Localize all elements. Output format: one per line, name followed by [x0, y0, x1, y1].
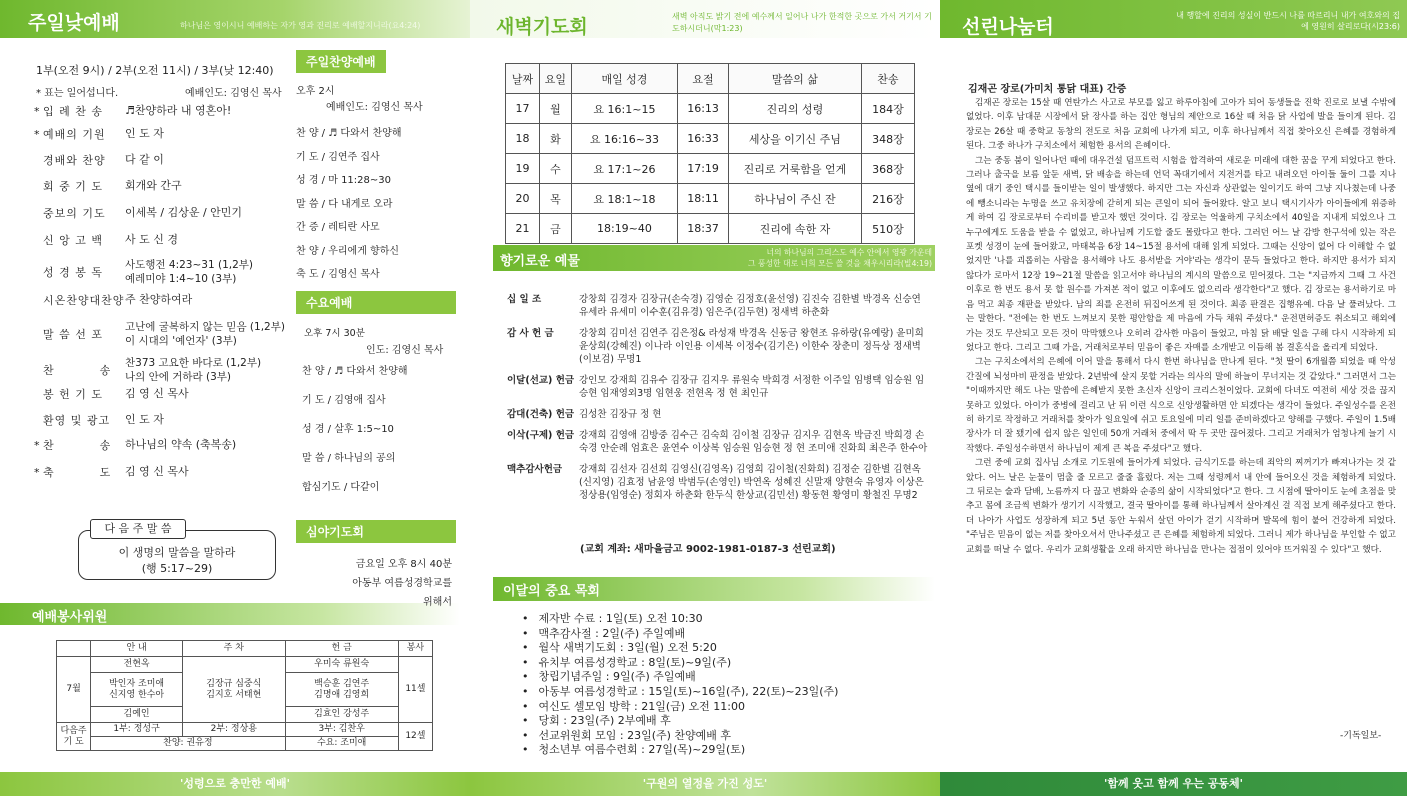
order-value: 찬373 고요한 바다로 (1,2부) 나의 안에 거하라 (3부)	[125, 357, 262, 383]
order-label: 경배와 찬양	[43, 154, 106, 167]
dawn-cell: 216장	[861, 184, 914, 214]
event-item: • 제자반 수료 : 1일(토) 오전 10:30	[522, 612, 838, 627]
dawn-cell: 18	[506, 124, 540, 154]
story-paragraph: 그런 중에 교회 집사님 소개로 기도원에 들어가게 되었다. 금식기도를 하는데 죄악의 찌꺼기가 빠져나가는 것 같았다. 어느 날은 눈물이 멈출 줄 모르고 줄줄 흘렀다. 저는 그때 성령께서 내 안에 들어오신 것을 체험하게 되었다. 그 뒤로는 술과 담배, 노름까지 다 끊고 변화와 순종의 삶이 시작되었다"고 한다. 그 시점에 딸아이도 눈에 초점을 맞추고 몸에 조금씩 변화가 생기기 시작했고, 결국 딸아이를 통해 하나님께서 살아계신 걸 직접 보게 해주셨다고 한다. 더 나아가 사업도 성장하게 되고 5년 동안 누워서 살던 아이가 걷기 시작하며 발목에 힘이 붙어 건강하게 되었다. "주님은 믿음이 없는 저를 찾아오셔서 만나주셨고 큰 은혜를 체험하게 되었다. 그러니 제가 하나님을 부인할 수 없고 교회를 떠날 수 없다. 우리가 교회생활을 오래 하지만 하나님을 만나는 접점이 있어야 뜨거워질 수 있다"고 했다.	[966, 458, 1396, 555]
committee-table	[56, 640, 433, 751]
offering-kind: 맥추감사헌금	[507, 464, 563, 475]
order-label: 말 씀 선 포	[43, 328, 103, 341]
dawn-cell: 21	[506, 214, 540, 244]
events-title: 이달의 중요 목회	[503, 584, 600, 599]
order-row	[34, 205, 242, 221]
sharing-verse: 내 행할에 진리의 성실이 반드시 나를 따르리니 내가 여호와의 집에 영원히 살리로다(시23:6)	[1176, 11, 1400, 31]
praise-order-item: 찬 양 / 우리에게 향하신	[296, 245, 400, 257]
order-value: ♬찬양하라 내 영혼아!	[125, 104, 232, 117]
order-value: 김 영 신 목사	[125, 465, 189, 478]
col-parking: 주 차	[183, 641, 286, 657]
night-line-3: 위해서	[423, 597, 452, 608]
left-footer: '성령으로 충만한 예배'	[0, 772, 470, 796]
wed-order-item: 합심기도 / 다같이	[302, 482, 380, 493]
praise-leader: 예배인도: 김영신 목사	[326, 102, 423, 113]
dawn-cell: 368장	[861, 154, 914, 184]
dawn-cell: 18:19~40	[571, 214, 677, 244]
praise-order-item: 말 씀 / 다 내게로 오라	[296, 198, 393, 210]
next-sermon-title: 이 생명의 말씀을 말하라	[118, 546, 236, 559]
dawn-cell: 요 18:1~18	[571, 184, 677, 214]
dawn-cell: 세상을 이기신 주님	[729, 124, 862, 154]
order-label: 성 경 봉 독	[43, 266, 103, 279]
offering-3: 김효인 강성주	[285, 707, 398, 723]
order-row	[34, 258, 253, 286]
standing-note: * 표는 일어섭니다.	[36, 88, 119, 99]
dawn-cell: 월	[539, 94, 571, 124]
order-label: 환영 및 광고	[43, 414, 111, 427]
dawn-cell: 수	[539, 154, 571, 184]
wed-time: 오후 7시 30분	[304, 328, 365, 339]
standing-mark: *	[34, 127, 40, 141]
order-label: 축 도	[43, 466, 112, 479]
dawn-cell: 18:11	[678, 184, 729, 214]
dawn-col-header: 매일 성경	[571, 64, 677, 94]
offering-names: 강인모 강재희 김유수 김장규 김지우 류원숙 박희경 서정한 이주일 임병택 임승원 임승현 임재영외3명 임현웅 전현옥 정 현 최인규	[579, 375, 925, 399]
next-prayer-3: 3부: 김찬우	[285, 723, 398, 737]
dawn-verse: 새벽 아직도 밝기 전에 예수께서 일어나 나가 한적한 곳으로 가서 거기서 기도하시더니(막1:23)	[672, 12, 932, 33]
order-value: 고난에 굴복하지 않는 믿음 (1,2부) 이 시대의 '예언자' (3부)	[125, 321, 285, 347]
offering-names: 강재희 김영애 김방중 김수근 김숙희 김이철 김장규 김지우 김현옥 박금진 박희경 손숙경 안순례 엄효은 윤연수 이상복 임승원 임승현 정 현 조미애 진화희 최은주 한수아	[579, 430, 928, 454]
offering-kind: 이달(선교) 헌금	[507, 375, 575, 386]
praise-order-item: 찬 양 / ♬ 다와서 찬양해	[296, 128, 402, 139]
story-body	[966, 96, 1396, 736]
standing-mark: *	[34, 104, 40, 118]
dawn-cell: 하나님이 주신 잔	[729, 184, 862, 214]
dawn-row	[506, 124, 915, 154]
event-item: • 당회 : 23일(주) 2부예배 후	[522, 714, 838, 729]
offering-title: 향기로운 예물	[500, 254, 580, 269]
dawn-row	[506, 184, 915, 214]
dawn-cell: 18:37	[678, 214, 729, 244]
guide-1: 전현옥	[91, 657, 183, 673]
next-sermon-label: 다 음 주 말 씀	[90, 519, 186, 539]
dawn-cell: 17	[506, 94, 540, 124]
offering-1: 우미숙 류원숙	[285, 657, 398, 673]
event-item: • 맥추감사절 : 2일(주) 주일예배	[522, 627, 838, 642]
dawn-cell: 금	[539, 214, 571, 244]
event-item: • 아동부 여름성경학교 : 15일(토)~16일(주), 22(토)~23일(주)	[522, 685, 838, 700]
order-row	[34, 103, 231, 119]
offering-kind: 십 일 조	[507, 294, 542, 305]
dawn-cell: 510장	[861, 214, 914, 244]
dawn-table	[505, 63, 915, 244]
standing-mark: *	[34, 465, 40, 479]
sunday-service-title: 주일낮예배	[28, 12, 120, 34]
next-sermon-ref: (행 5:17~29)	[141, 562, 213, 575]
story-paragraph: 김재곤 장로는 15살 때 연탄가스 사고로 부모를 잃고 하루아침에 고아가 되어 동생들을 진학 진로로 보낼 수밖에 없었다. 이후 남대문 시장에서 닭 장사를 하는 집안 형님의 제안으로 16살 때 처음 닭 사업에 발을 들이게 된다. 김 장로는 26살 때 중학교 동창의 전도로 처음 교회에 나가게 되고, 이후 하나님께서 직접 찾아오신 은혜를 경험하게 된다. 그중 하나가 구치소에서 체험한 용서의 은혜이다.	[966, 98, 1396, 152]
event-item: • 여신도 셀모임 방학 : 21일(금) 오전 11:00	[522, 700, 838, 715]
dawn-row	[506, 94, 915, 124]
dawn-cell: 16:13	[678, 94, 729, 124]
wed-order-item: 찬 양 / ♬ 다와서 찬양해	[302, 366, 408, 377]
dawn-cell: 17:19	[678, 154, 729, 184]
offering-kind: 이삭(구제) 헌금	[507, 430, 575, 441]
order-row	[34, 320, 285, 348]
order-value: 인 도 자	[125, 127, 164, 140]
order-row	[34, 178, 182, 194]
dawn-cell: 진리의 성령	[729, 94, 862, 124]
offering-row	[503, 373, 928, 401]
dawn-prayer-title: 새벽기도회	[496, 16, 588, 38]
praise-order-item: 기 도 / 김연주 집사	[296, 151, 380, 163]
order-value: 사 도 신 경	[125, 233, 178, 246]
order-row	[34, 386, 189, 402]
story-paragraph: 그는 구치소에서의 은혜에 이어 말을 통해서 다시 한번 하나님을 만나게 된다. "첫 딸이 6개월쯤 되었을 때 악성 간질에 뇌성마비 판정을 받았다. 2년밖에 살지 못할 거라는 의사의 말에 하늘이 무너지는 것 같았다." 그러면서 그는 "이때까지만 해도 나는 말씀에 은혜받지 못한 초신자 신앙이 크리스천이었다. 교회에 다녀도 여전히 세상 것을 끊지 못하고 있었다. 아이가 중병에 걸리고 난 뒤 이런 식으로 신앙생활하면 안 되겠다는 생각이 들었다. 주일성수를 온전히 하기로 작정하고 거래처를 찾아가 일요일에 쉬고 토요일에 미리 일를 준비하겠다고 양해를 구했다. 주일이 1.5배 장사가 더 잘 됐기에 쉽지 않은 일인데 50개 거래처 중에서 딱 두 곳만 끊어졌다. 그리고 거래처가 엄청나게 늘기 시작했다. 주일성수하면서 하나님이 제게 큰 복을 주셨다"고 했다.	[966, 357, 1396, 454]
order-label: 회 중 기 도	[43, 180, 103, 193]
guide-3: 김예인	[91, 707, 183, 723]
order-row	[34, 356, 261, 384]
event-item: • 월삭 새벽기도회 : 3일(월) 오전 5:20	[522, 641, 838, 656]
next-prayer-2: 2부: 정상용	[183, 723, 286, 737]
dawn-cell: 요 16:16~33	[571, 124, 677, 154]
sunday-verse: 하나님은 영이시니 예배하는 자가 영과 진리로 예배할지니라(요4:24)	[180, 21, 421, 30]
event-item: • 선교위원회 모임 : 23일(주) 찬양예배 후	[522, 729, 838, 744]
sharing-title: 선린나눔터	[962, 16, 1054, 38]
dawn-cell: 진리에 속한 자	[729, 214, 862, 244]
praise-time: 오후 2시	[296, 86, 335, 97]
offering-row	[503, 326, 928, 367]
dawn-row	[506, 214, 915, 244]
committee-title: 예배봉사위원	[32, 610, 108, 625]
dawn-cell: 19	[506, 154, 540, 184]
offering-names: 강창희 김경자 김장규(손숙경) 김영순 김정호(윤선영) 김진숙 김한별 박경옥 신승연 유세라 유세미 이수훈(김유경) 임은주(김두현) 정새벽 하춘화	[579, 294, 921, 318]
wed-order-item: 성 경 / 살후 1:5~10	[302, 424, 394, 435]
service-time: 1부(오전 9시) / 2부(오전 11시) / 3부(낮 12:40)	[36, 64, 274, 77]
col-guide: 안 내	[91, 641, 183, 657]
standing-mark: *	[34, 438, 40, 452]
mid-footer: '구원의 열정을 가진 성도'	[470, 772, 940, 796]
events-list	[522, 612, 838, 758]
event-item: • 청소년부 여름수련회 : 27일(목)~29일(토)	[522, 743, 838, 758]
dawn-cell: 요 16:1~15	[571, 94, 677, 124]
order-label: 시온찬양대찬양	[43, 294, 125, 307]
dawn-cell: 16:33	[678, 124, 729, 154]
dawn-row	[506, 154, 915, 184]
next-wed: 수요: 조미애	[285, 737, 398, 751]
story-source: -기독일보-	[1340, 731, 1382, 741]
offering-kind: 감 사 헌 금	[507, 328, 554, 339]
order-label: 입 례 찬 송	[43, 105, 103, 118]
next-prayer-label: 다음주 기 도	[57, 723, 91, 751]
order-label: 찬 송	[43, 439, 112, 452]
col-offering: 헌 금	[285, 641, 398, 657]
dawn-col-header: 요절	[678, 64, 729, 94]
right-footer: '함께 웃고 함께 우는 공동체'	[940, 772, 1407, 796]
story-paragraph: 그는 중동 붐이 일어나던 때에 대우건설 덤프트럭 시험을 합격하여 새로운 미래에 대한 꿈을 꾸게 되었다고 한다. 그러나 출국을 보름 앞둔 새벽, 닭 배송을 하는데 언덕 꼭대기에서 지전거를 타고 내려오던 아이들 둘이 그를 지나 옆에 대기 중인 택시를 들이받는 일이 발생했다. 하지만 그는 자신과 상관없는 일이기도 하여 그냥 지나쳤는데 나중에 뺑소니라는 누명을 쓰고 유치장에 갇히게 되는 큰일이 되어 들어왔다. 알고 보니 택시기사가 아이들에게 위증하게 하여 김 장로로부터 수리비를 받고자 했던 것이다. 김 장로는 억울하게 구치소에서 40일을 지내게 되었으나 그 누구에게도 도움을 받을 수 없었고, 하나님께 기도할 줄도 몰랐다고 한다. 그러던 어느 날 감방 한구석에 있는 작은 포켓 성경이 눈에 들어왔고, 마태복음 6장 14~15절 용서에 대해 읽게 되었다. 그때는 신앙이 없어 다 이해할 수 없었지만 '나를 괴롭히는 사람을 용서해야 나도 용서받을 거야'라는 생각이 문득 들었다고 한다. 하지만 용서가 되지 않다가 로마서 12장 19~21절 말씀을 읽고서야 하나님의 계시의 말씀으로 믿어졌다. 그는 "지금까지 그때 그 사건 이후로 한 번도 용서 못 할 원수를 가져본 적이 없고 이후에도 없으리라 생각한다"고 했다. 김 장로는 용서하기로 마음 먹고 최종 재판을 받았다. 남의 죄를 온전히 뒤집어쓰게 된 것이다. 최종 판결은 집행유예. 다음 날 풀려났다. 그는 말한다. "전에는 한 번도 느껴보지 못한 평안함을 제 마음에 가득 채워 주셨다." 운전면허증도 취소되고 해외에 가는 것도 무산되고 모든 것이 막막했으나 오히려 감사한 마음이 들었고, 마침 닭 배달 일을 구해 다시 시작하게 되었다고 한다. 그리고 그때 가을, 거래처로부터 믿음이 좋은 자매를 소개받고 이듬해 봄 결혼식을 올리게 되었다.	[966, 155, 1396, 353]
order-value: 이세복 / 김상운 / 안민기	[125, 206, 243, 219]
dawn-cell: 20	[506, 184, 540, 214]
offering-names: 강재희 김선자 김선희 김영신(김영옥) 김영희 김이철(진화희) 김정순 김한별 김현옥(신지영) 김효정 남윤영 박범두(손영인) 박연옥 성혜진 신말재 양현숙 유영자 이상은 정상용(임영순) 정회자 하춘화 한두식 한상교(김민선) 황동현 황영미 황철진 무명2	[579, 464, 924, 501]
dawn-cell: 348장	[861, 124, 914, 154]
wed-service-title: 수요예배	[296, 291, 456, 314]
next-prayer-1: 1부: 정성구	[91, 723, 183, 737]
event-item: • 창립기념주일 : 9일(주) 주일예배	[522, 670, 838, 685]
offering-names: 김성찬 김장규 정 현	[579, 409, 662, 420]
praise-order-item: 축 도 / 김영신 목사	[296, 269, 380, 280]
guide-2: 박인자 조미애 신지영 한수아	[91, 673, 183, 707]
praise-order-item: 간 증 / 레티란 사모	[296, 222, 380, 233]
dawn-col-header: 찬송	[861, 64, 914, 94]
next-service-cell: 12셀	[398, 723, 432, 751]
order-label: 예배의 기원	[43, 128, 106, 141]
night-line-2: 아동부 여름성경학교를	[352, 578, 452, 589]
offering-row	[503, 292, 928, 320]
dawn-cell: 진리로 거룩함을 얻게	[729, 154, 862, 184]
order-label: 중보의 기도	[43, 207, 106, 220]
night-line-1: 금요일 오후 8시 40분	[355, 559, 452, 570]
order-row	[34, 464, 189, 480]
order-row	[34, 292, 192, 308]
night-prayer-text	[296, 555, 452, 612]
offering-row	[503, 407, 928, 422]
night-prayer-title: 심야기도회	[296, 520, 456, 543]
offering-row	[503, 462, 928, 503]
wed-leader: 인도: 김영신 목사	[366, 345, 444, 356]
offering-table	[503, 292, 928, 509]
order-row	[34, 152, 164, 168]
offering-row	[503, 428, 928, 456]
order-row	[34, 412, 164, 428]
order-value: 인 도 자	[125, 413, 164, 426]
next-praise: 찬양: 권유정	[91, 737, 285, 751]
wed-order-item: 기 도 / 김영애 집사	[302, 395, 386, 406]
order-label: 신 앙 고 백	[43, 234, 103, 247]
order-label: 봉 헌 기 도	[43, 388, 103, 401]
order-label: 찬 송	[43, 364, 112, 377]
dawn-cell: 184장	[861, 94, 914, 124]
order-row	[34, 437, 236, 453]
offering-kind: 감대(건축) 헌금	[507, 409, 575, 420]
dawn-col-header: 말씀의 삶	[729, 64, 862, 94]
dawn-col-header: 날짜	[506, 64, 540, 94]
order-value: 김 영 신 목사	[125, 387, 189, 400]
dawn-cell: 화	[539, 124, 571, 154]
offering-names: 강창희 김미선 김연주 김은정& 라성재 박경옥 신동금 왕현조 유하랑(유예랑) 윤미희 윤상희(강혜진) 이나라 이인용 이세복 이정수(김기은) 이한수 장춘미 정득상 정새벽(이보검) 무명1	[579, 328, 924, 365]
praise-service-title: 주일찬양예배	[296, 50, 386, 73]
order-value: 회개와 간구	[125, 179, 182, 192]
col-service: 봉사	[398, 641, 432, 657]
order-value: 다 같 이	[125, 153, 164, 166]
offering-2: 백승훈 김연주 김명애 김영희	[285, 673, 398, 707]
bank-account: (교회 계좌: 새마을금고 9002-1981-0187-3 선린교회)	[580, 544, 836, 555]
month-cell: 7월	[57, 657, 91, 723]
order-value: 사도행전 4:23~31 (1,2부) 예레미야 1:4~10 (3부)	[125, 259, 254, 285]
order-row	[34, 126, 164, 142]
parking-cell: 김장규 심중식 김지호 서태현	[183, 657, 286, 723]
event-item: • 유치부 여름성경학교 : 8일(토)~9일(주)	[522, 656, 838, 671]
story-title: 김재곤 장로(가미치 통닭 대표) 간증	[968, 84, 1127, 95]
dawn-col-header: 요일	[539, 64, 571, 94]
order-row	[34, 232, 178, 248]
wed-order-item: 말 씀 / 하나님의 공의	[302, 453, 396, 464]
order-value: 주 찬양하여라	[125, 293, 193, 306]
service-cell: 11셀	[398, 657, 432, 723]
service-leader: 예배인도: 김영신 목사	[185, 88, 282, 99]
dawn-cell: 요 17:1~26	[571, 154, 677, 184]
order-value: 하나님의 약속 (축복송)	[125, 438, 237, 451]
offering-verse: 너의 하나님의 그리스도 예수 안에서 영광 가운데 그 풍성한 대로 너희 모든 쓸 것을 채우시리라(빌4:19)	[747, 248, 932, 268]
dawn-cell: 목	[539, 184, 571, 214]
praise-order-item: 성 경 / 마 11:28~30	[296, 175, 391, 186]
